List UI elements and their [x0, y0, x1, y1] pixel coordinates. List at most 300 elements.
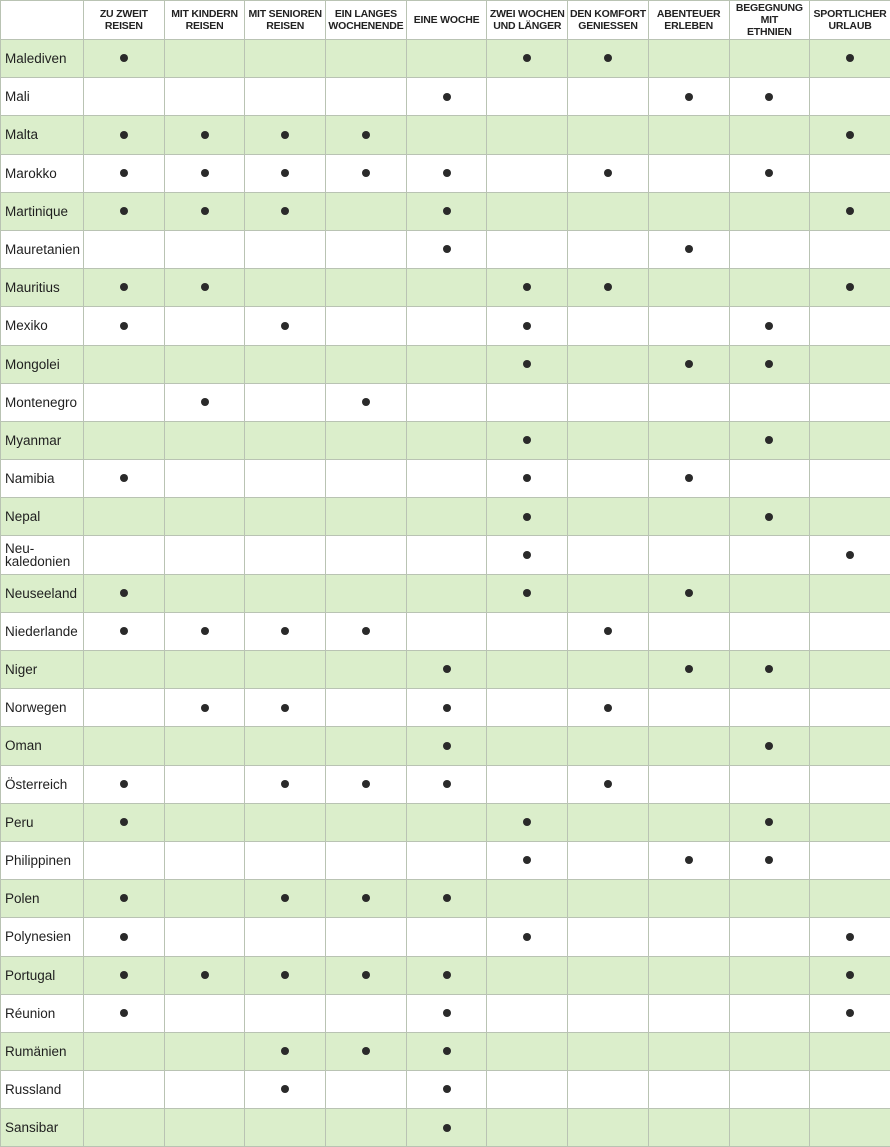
- criterion-cell: [810, 841, 890, 879]
- table-row: [1, 1071, 890, 1109]
- criterion-cell: [245, 727, 326, 765]
- criterion-cell: [810, 307, 890, 345]
- criterion-cell: [648, 956, 729, 994]
- bullet-dot-icon: [362, 627, 370, 635]
- bullet-dot-icon: [443, 894, 451, 902]
- criterion-cell: [729, 421, 810, 459]
- column-header: MIT KINDERN REISEN: [164, 1, 245, 40]
- criterion-cell: [84, 230, 165, 268]
- bullet-dot-icon: [846, 207, 854, 215]
- criterion-cell: [568, 498, 649, 536]
- criterion-cell: [729, 345, 810, 383]
- criterion-cell: [164, 574, 245, 612]
- country-name: Rumänien: [1, 1032, 84, 1070]
- criterion-cell: [729, 1032, 810, 1070]
- table-row: [1, 460, 890, 498]
- bullet-dot-icon: [523, 818, 531, 826]
- criterion-cell: [245, 994, 326, 1032]
- table-row: [1, 803, 890, 841]
- criterion-cell: [568, 78, 649, 116]
- criterion-cell: [164, 1071, 245, 1109]
- criterion-cell: [487, 78, 568, 116]
- bullet-dot-icon: [120, 589, 128, 597]
- criterion-cell: [245, 421, 326, 459]
- bullet-dot-icon: [685, 589, 693, 597]
- criterion-cell: [406, 727, 487, 765]
- table-row: [1, 307, 890, 345]
- bullet-dot-icon: [685, 245, 693, 253]
- country-name: Philippinen: [1, 841, 84, 879]
- criterion-cell: [164, 956, 245, 994]
- criterion-cell: [84, 651, 165, 689]
- criterion-cell: [810, 78, 890, 116]
- bullet-dot-icon: [685, 665, 693, 673]
- criterion-cell: [568, 192, 649, 230]
- criterion-cell: [568, 727, 649, 765]
- bullet-dot-icon: [765, 513, 773, 521]
- criterion-cell: [568, 230, 649, 268]
- bullet-dot-icon: [120, 971, 128, 979]
- criterion-cell: [810, 689, 890, 727]
- criterion-cell: [810, 421, 890, 459]
- criterion-cell: [326, 803, 407, 841]
- criterion-cell: [487, 154, 568, 192]
- criterion-cell: [406, 918, 487, 956]
- criterion-cell: [84, 460, 165, 498]
- criterion-cell: [810, 956, 890, 994]
- country-name: Montenegro: [1, 383, 84, 421]
- criterion-cell: [84, 116, 165, 154]
- criterion-cell: [568, 651, 649, 689]
- bullet-dot-icon: [685, 93, 693, 101]
- country-name: Sansibar: [1, 1109, 84, 1147]
- country-name: Russland: [1, 1071, 84, 1109]
- criterion-cell: [648, 1032, 729, 1070]
- bullet-dot-icon: [765, 742, 773, 750]
- criterion-cell: [84, 421, 165, 459]
- criterion-cell: [84, 192, 165, 230]
- criterion-cell: [648, 307, 729, 345]
- bullet-dot-icon: [281, 1085, 289, 1093]
- bullet-dot-icon: [201, 207, 209, 215]
- criterion-cell: [84, 956, 165, 994]
- criterion-cell: [729, 841, 810, 879]
- criterion-cell: [326, 612, 407, 650]
- bullet-dot-icon: [765, 360, 773, 368]
- country-name: Mongolei: [1, 345, 84, 383]
- criterion-cell: [568, 269, 649, 307]
- criterion-cell: [326, 307, 407, 345]
- criterion-cell: [406, 192, 487, 230]
- bullet-dot-icon: [846, 283, 854, 291]
- bullet-dot-icon: [443, 169, 451, 177]
- criterion-cell: [487, 1071, 568, 1109]
- criterion-cell: [164, 765, 245, 803]
- criterion-cell: [729, 918, 810, 956]
- bullet-dot-icon: [765, 93, 773, 101]
- bullet-dot-icon: [120, 322, 128, 330]
- criterion-cell: [568, 994, 649, 1032]
- criterion-cell: [84, 994, 165, 1032]
- criterion-cell: [648, 116, 729, 154]
- criterion-cell: [648, 40, 729, 78]
- criterion-cell: [487, 460, 568, 498]
- criterion-cell: [164, 307, 245, 345]
- criterion-cell: [326, 841, 407, 879]
- criterion-cell: [164, 116, 245, 154]
- criterion-cell: [406, 40, 487, 78]
- bullet-dot-icon: [443, 780, 451, 788]
- column-header: BEGEGNUNG MIT ETHNIEN: [729, 1, 810, 40]
- criterion-cell: [568, 345, 649, 383]
- criterion-cell: [164, 40, 245, 78]
- bullet-dot-icon: [604, 283, 612, 291]
- criterion-cell: [406, 421, 487, 459]
- criterion-cell: [164, 841, 245, 879]
- criterion-cell: [164, 154, 245, 192]
- criterion-cell: [245, 154, 326, 192]
- criterion-cell: [568, 689, 649, 727]
- bullet-dot-icon: [443, 971, 451, 979]
- criterion-cell: [487, 383, 568, 421]
- criterion-cell: [245, 612, 326, 650]
- country-name: Polen: [1, 880, 84, 918]
- criterion-cell: [487, 880, 568, 918]
- bullet-dot-icon: [523, 322, 531, 330]
- criterion-cell: [648, 612, 729, 650]
- criterion-cell: [568, 918, 649, 956]
- criterion-cell: [729, 803, 810, 841]
- criterion-cell: [326, 498, 407, 536]
- criterion-cell: [487, 689, 568, 727]
- criterion-cell: [487, 269, 568, 307]
- criterion-cell: [84, 918, 165, 956]
- criterion-cell: [487, 40, 568, 78]
- bullet-dot-icon: [281, 131, 289, 139]
- criterion-cell: [164, 651, 245, 689]
- column-header: MIT SENIOREN REISEN: [245, 1, 326, 40]
- criterion-cell: [326, 78, 407, 116]
- criterion-cell: [568, 803, 649, 841]
- criterion-cell: [487, 841, 568, 879]
- criterion-cell: [406, 651, 487, 689]
- bullet-dot-icon: [201, 398, 209, 406]
- criterion-cell: [568, 421, 649, 459]
- table-row: [1, 727, 890, 765]
- criterion-cell: [406, 880, 487, 918]
- criterion-cell: [487, 956, 568, 994]
- criterion-cell: [326, 192, 407, 230]
- criterion-cell: [568, 612, 649, 650]
- bullet-dot-icon: [523, 856, 531, 864]
- bullet-dot-icon: [443, 207, 451, 215]
- criterion-cell: [245, 651, 326, 689]
- criterion-cell: [648, 689, 729, 727]
- criterion-cell: [406, 498, 487, 536]
- criterion-cell: [326, 116, 407, 154]
- bullet-dot-icon: [362, 1047, 370, 1055]
- bullet-dot-icon: [765, 818, 773, 826]
- bullet-dot-icon: [120, 818, 128, 826]
- criterion-cell: [729, 994, 810, 1032]
- bullet-dot-icon: [765, 169, 773, 177]
- criterion-cell: [84, 307, 165, 345]
- bullet-dot-icon: [604, 627, 612, 635]
- criterion-cell: [326, 765, 407, 803]
- bullet-dot-icon: [443, 704, 451, 712]
- criterion-cell: [568, 383, 649, 421]
- criterion-cell: [487, 803, 568, 841]
- criterion-cell: [648, 803, 729, 841]
- criterion-cell: [84, 345, 165, 383]
- criterion-cell: [406, 803, 487, 841]
- table-row: [1, 421, 890, 459]
- bullet-dot-icon: [523, 513, 531, 521]
- country-name: Mauretanien: [1, 230, 84, 268]
- bullet-dot-icon: [443, 93, 451, 101]
- criterion-cell: [164, 78, 245, 116]
- criterion-cell: [164, 421, 245, 459]
- criterion-cell: [568, 956, 649, 994]
- country-name: Portugal: [1, 956, 84, 994]
- criterion-cell: [810, 918, 890, 956]
- criterion-cell: [406, 536, 487, 574]
- bullet-dot-icon: [120, 283, 128, 291]
- criterion-cell: [487, 536, 568, 574]
- criterion-cell: [245, 307, 326, 345]
- criterion-cell: [84, 727, 165, 765]
- criterion-cell: [568, 1032, 649, 1070]
- country-name: Myanmar: [1, 421, 84, 459]
- table-body: [1, 40, 890, 1147]
- criterion-cell: [164, 918, 245, 956]
- criterion-cell: [245, 78, 326, 116]
- criterion-cell: [487, 230, 568, 268]
- criterion-cell: [810, 1109, 890, 1147]
- criterion-cell: [245, 918, 326, 956]
- criterion-cell: [406, 116, 487, 154]
- criterion-cell: [729, 574, 810, 612]
- criterion-cell: [729, 230, 810, 268]
- table-row: [1, 574, 890, 612]
- country-name: Martinique: [1, 192, 84, 230]
- criterion-cell: [326, 651, 407, 689]
- criterion-cell: [245, 192, 326, 230]
- criterion-cell: [326, 460, 407, 498]
- criterion-cell: [729, 956, 810, 994]
- bullet-dot-icon: [523, 551, 531, 559]
- corner-cell: [1, 1, 84, 40]
- bullet-dot-icon: [443, 1009, 451, 1017]
- table-row: [1, 1032, 890, 1070]
- criterion-cell: [487, 612, 568, 650]
- criterion-cell: [648, 574, 729, 612]
- criterion-cell: [326, 421, 407, 459]
- bullet-dot-icon: [120, 169, 128, 177]
- column-header: ZWEI WOCHEN UND LÄNGER: [487, 1, 568, 40]
- criterion-cell: [406, 154, 487, 192]
- criterion-cell: [810, 727, 890, 765]
- criterion-cell: [164, 345, 245, 383]
- criterion-cell: [84, 803, 165, 841]
- criterion-cell: [84, 536, 165, 574]
- criterion-cell: [164, 192, 245, 230]
- criterion-cell: [729, 727, 810, 765]
- country-name: Malediven: [1, 40, 84, 78]
- table-row: [1, 956, 890, 994]
- country-name: Malta: [1, 116, 84, 154]
- country-name: Réunion: [1, 994, 84, 1032]
- criterion-cell: [729, 78, 810, 116]
- country-name: Mexiko: [1, 307, 84, 345]
- bullet-dot-icon: [443, 1085, 451, 1093]
- country-name: Polynesien: [1, 918, 84, 956]
- criterion-cell: [568, 460, 649, 498]
- bullet-dot-icon: [846, 131, 854, 139]
- criterion-cell: [487, 345, 568, 383]
- criterion-cell: [729, 460, 810, 498]
- criterion-cell: [406, 269, 487, 307]
- criterion-cell: [648, 994, 729, 1032]
- criterion-cell: [245, 460, 326, 498]
- criterion-cell: [729, 40, 810, 78]
- bullet-dot-icon: [846, 54, 854, 62]
- table-row: [1, 269, 890, 307]
- criterion-cell: [568, 880, 649, 918]
- criterion-cell: [164, 994, 245, 1032]
- criterion-cell: [406, 1071, 487, 1109]
- criterion-cell: [326, 40, 407, 78]
- criterion-cell: [648, 192, 729, 230]
- bullet-dot-icon: [201, 627, 209, 635]
- table-row: [1, 536, 890, 574]
- criterion-cell: [487, 421, 568, 459]
- bullet-dot-icon: [362, 971, 370, 979]
- criterion-cell: [810, 880, 890, 918]
- criterion-cell: [810, 192, 890, 230]
- criterion-cell: [245, 765, 326, 803]
- criterion-cell: [164, 612, 245, 650]
- criterion-cell: [648, 765, 729, 803]
- country-name: Oman: [1, 727, 84, 765]
- bullet-dot-icon: [120, 780, 128, 788]
- criterion-cell: [164, 383, 245, 421]
- criterion-cell: [729, 651, 810, 689]
- criterion-cell: [729, 612, 810, 650]
- bullet-dot-icon: [443, 742, 451, 750]
- country-name: Neuseeland: [1, 574, 84, 612]
- bullet-dot-icon: [523, 360, 531, 368]
- criterion-cell: [568, 765, 649, 803]
- criterion-cell: [164, 536, 245, 574]
- country-name: Mauritius: [1, 269, 84, 307]
- criterion-cell: [326, 727, 407, 765]
- criterion-cell: [164, 230, 245, 268]
- bullet-dot-icon: [765, 436, 773, 444]
- criterion-cell: [406, 230, 487, 268]
- bullet-dot-icon: [846, 933, 854, 941]
- criterion-cell: [326, 956, 407, 994]
- criterion-cell: [810, 460, 890, 498]
- criterion-cell: [810, 651, 890, 689]
- criterion-cell: [84, 880, 165, 918]
- criterion-cell: [84, 498, 165, 536]
- table-row: [1, 116, 890, 154]
- column-header: DEN KOMFORT GENIESSEN: [568, 1, 649, 40]
- criterion-cell: [729, 689, 810, 727]
- bullet-dot-icon: [281, 169, 289, 177]
- criterion-cell: [245, 345, 326, 383]
- criterion-cell: [568, 1071, 649, 1109]
- criterion-cell: [568, 116, 649, 154]
- bullet-dot-icon: [362, 131, 370, 139]
- criterion-cell: [84, 40, 165, 78]
- criterion-cell: [326, 1032, 407, 1070]
- bullet-dot-icon: [201, 971, 209, 979]
- criterion-cell: [810, 40, 890, 78]
- criterion-cell: [326, 230, 407, 268]
- bullet-dot-icon: [846, 551, 854, 559]
- criterion-cell: [84, 612, 165, 650]
- criterion-cell: [84, 154, 165, 192]
- criterion-cell: [326, 345, 407, 383]
- criterion-cell: [326, 154, 407, 192]
- table-row: [1, 192, 890, 230]
- table-row: [1, 40, 890, 78]
- table-row: [1, 651, 890, 689]
- criterion-cell: [487, 765, 568, 803]
- criterion-cell: [810, 1032, 890, 1070]
- criterion-cell: [487, 1109, 568, 1147]
- bullet-dot-icon: [281, 1047, 289, 1055]
- bullet-dot-icon: [281, 971, 289, 979]
- criterion-cell: [326, 880, 407, 918]
- bullet-dot-icon: [362, 780, 370, 788]
- criterion-cell: [729, 1109, 810, 1147]
- criterion-cell: [810, 765, 890, 803]
- criterion-cell: [810, 345, 890, 383]
- criterion-cell: [648, 383, 729, 421]
- criterion-cell: [164, 727, 245, 765]
- criterion-cell: [648, 880, 729, 918]
- criterion-cell: [164, 498, 245, 536]
- criterion-cell: [326, 574, 407, 612]
- criterion-cell: [648, 498, 729, 536]
- bullet-dot-icon: [685, 856, 693, 864]
- criterion-cell: [406, 307, 487, 345]
- criterion-cell: [326, 1071, 407, 1109]
- bullet-dot-icon: [201, 283, 209, 291]
- country-name: Peru: [1, 803, 84, 841]
- table-row: [1, 154, 890, 192]
- criterion-cell: [84, 689, 165, 727]
- criterion-cell: [326, 536, 407, 574]
- bullet-dot-icon: [443, 1124, 451, 1132]
- criterion-cell: [648, 345, 729, 383]
- criterion-cell: [648, 78, 729, 116]
- criterion-cell: [648, 1109, 729, 1147]
- table-row: [1, 612, 890, 650]
- criterion-cell: [648, 421, 729, 459]
- criterion-cell: [648, 536, 729, 574]
- table-row: [1, 841, 890, 879]
- criterion-cell: [245, 498, 326, 536]
- criterion-cell: [487, 918, 568, 956]
- criterion-cell: [729, 1071, 810, 1109]
- criterion-cell: [810, 383, 890, 421]
- criterion-cell: [810, 803, 890, 841]
- bullet-dot-icon: [201, 131, 209, 139]
